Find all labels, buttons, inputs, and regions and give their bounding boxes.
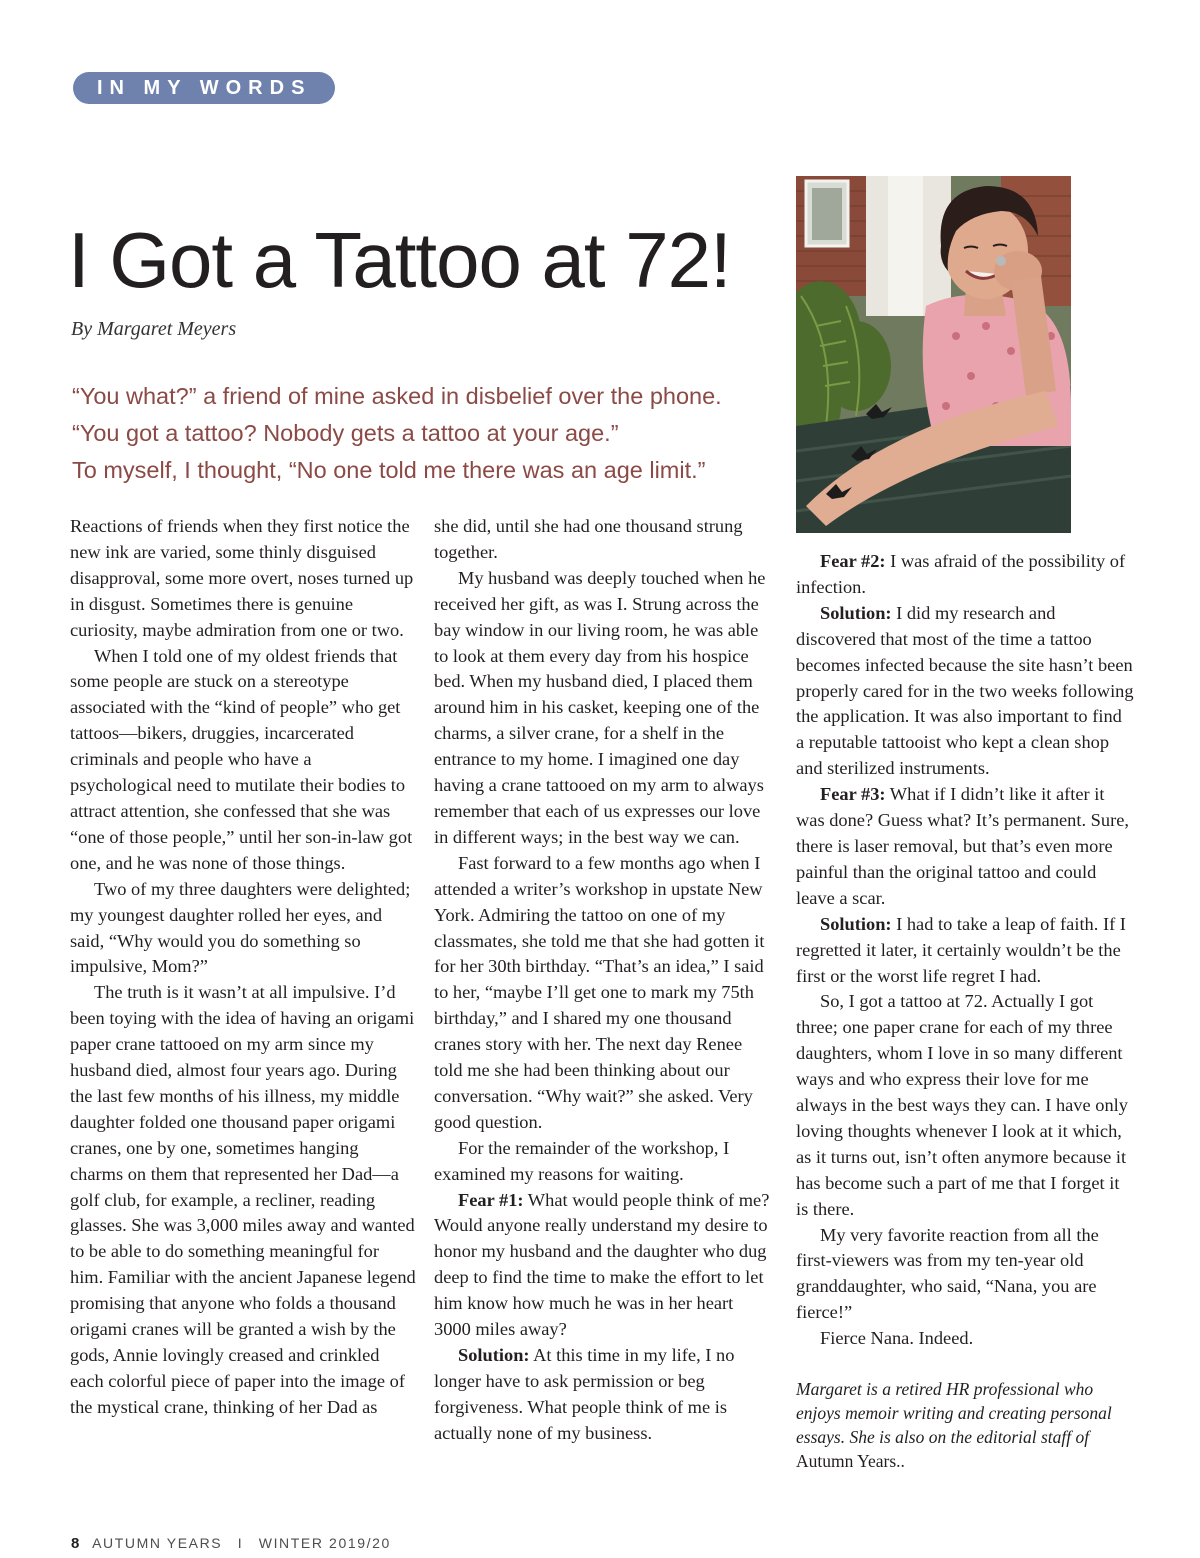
fear-label: Fear #2: xyxy=(820,551,886,571)
solution-label: Solution: xyxy=(458,1345,530,1365)
body-column-1 xyxy=(70,514,416,1421)
section-badge: IN MY WORDS xyxy=(73,72,335,104)
solution-label: Solution: xyxy=(820,913,892,934)
fear-text: What if I didn’t like it after it was done? Guess what? It’s permanent. Sure, there is laser removal, but that’s even more painful than the original tattoo and could leave a scar. xyxy=(796,784,1129,908)
publication-name: AUTUMN YEARS xyxy=(92,1535,223,1551)
paragraph xyxy=(796,782,1134,912)
body-column-3 xyxy=(796,549,1134,1352)
pull-quote-line: “You got a tattoo? Nobody gets a tattoo at your age.” xyxy=(72,420,619,446)
paragraph xyxy=(434,1343,774,1447)
paragraph: For the remainder of the workshop, I examined my reasons for waiting. xyxy=(434,1137,730,1184)
solution-text: I did my research and discovered that most of the time a tattoo becomes infected because the site hasn’t been properly cared for in the two weeks following the application. It was also important to find a reputable tattooist who kept a clean shop and sterilized instruments. xyxy=(796,602,1134,779)
byline: By Margaret Meyers xyxy=(71,318,237,340)
paragraph xyxy=(434,1188,774,1343)
fear-text: What would people think of me? Would anyone really understand my desire to honor my husband and the daughter who dug deep to find the time to make the effort to let him know how much he was in her heart 3000 miles away? xyxy=(434,1189,770,1340)
paragraph: So, I got a tattoo at 72. Actually I got three; one paper crane for each of my three daughters, whom I love in so many different ways and who express their love for me always in the best ways they can. I have only loving thoughts whenever I look at it which, as it turns out, isn’t often anymore because it has become such a part of me that I forget it is there. xyxy=(796,991,1128,1219)
body-column-2 xyxy=(434,514,774,1447)
pull-quote-line: “You what?” a friend of mine asked in disbelief over the phone. xyxy=(72,383,722,409)
paragraph: My very favorite reaction from all the first-viewers was from my ten-year old granddaughter, who said, “Nana, you are fierce!” xyxy=(796,1224,1099,1323)
paragraph: Fast forward to a few months ago when I attended a writer’s workshop in upstate New York. Admiring the tattoo on one of my classmates, she told me that she had gotten it for her 30th birthday. “That’s an idea,” I said to her, “maybe I’ll get one to mark my 75th birthday,” and I shared my one thousand cranes story with her. The next day Renee told me she had been thinking about our conversation. “Why wait?” she asked. Very good question. xyxy=(434,852,765,1132)
page-number: 8 xyxy=(71,1535,80,1552)
paragraph: When I told one of my oldest friends that some people are stuck on a stereotype associated with the “kind of people” who get tattoos—bikers, druggies, incarcerated criminals and people who have a psychological need to mutilate their bodies to attract attention, she confessed that she was “one of those people,” until her son-in-law got one, and he was none of those things. xyxy=(70,645,413,873)
paragraph: Reactions of friends when they first notice the new ink are varied, some thinly disguised disapproval, some more overt, noses turned up in disgust. Sometimes there is genuine curiosity, maybe admiration from one or two. xyxy=(70,516,414,640)
issue-date: WINTER 2019/20 xyxy=(258,1535,391,1551)
page-footer xyxy=(71,1535,391,1552)
paragraph: The truth is it wasn’t at all impulsive. I’d been toying with the idea of having an origami paper crane tattooed on my arm since my husband died, almost four years ago. During the last few months of his illness, my middle daughter folded one thousand paper origami cranes, one by one, sometimes hanging charms on them that represented her Dad—a golf club, for example, a recliner, reading glasses. She was 3,000 miles away and wanted to be able to do something meaningful for him. Familiar with the ancient Japanese legend promising that anyone who folds a thousand origami cranes will be granted a wish by the gods, Annie lovingly creased and crinkled each colorful piece of paper into the image of the mystical crane, thinking of her Dad as xyxy=(70,982,416,1417)
paragraph: Fierce Nana. Indeed. xyxy=(820,1328,974,1349)
pull-quote-line: To myself, I thought, “No one told me there was an age limit.” xyxy=(72,457,706,483)
article-title: I Got a Tattoo at 72! xyxy=(68,216,731,304)
paragraph: Two of my three daughters were delighted; my youngest daughter rolled her eyes, and said, “Why would you do something so impulsive, Mom?” xyxy=(70,878,411,977)
bio-publication: Autumn Years.. xyxy=(796,1451,905,1471)
paragraph xyxy=(796,912,1134,990)
author-bio xyxy=(796,1377,1136,1473)
paragraph: she did, until she had one thousand strung together. xyxy=(434,516,743,562)
bio-text: Margaret is a retired HR professional who enjoys memoir writing and creating personal essays. She is also on the editorial staff of xyxy=(796,1379,1112,1447)
solution-text: I had to take a leap of faith. If I regretted it later, it certainly wouldn’t be the first or the worst life regret I had. xyxy=(796,913,1126,986)
fear-label: Fear #1: xyxy=(458,1189,524,1210)
fear-text: I was afraid of the possibility of infection. xyxy=(796,551,1126,597)
paragraph: My husband was deeply touched when he received her gift, as was I. Strung across the bay window in our living room, he was able to look at them every day from his hospice bed. When my husband died, I placed them around him in his casket, keeping one of the charms, a silver crane, for a shelf in the entrance to my home. I imagined one day having a crane tattooed on my arm to always remember that each of us expresses our love in different ways; in the best way we can. xyxy=(434,567,766,847)
paragraph xyxy=(796,601,1134,782)
pull-quote xyxy=(72,378,792,489)
solution-label: Solution: xyxy=(820,602,892,623)
author-photo xyxy=(796,176,1071,533)
paragraph xyxy=(796,549,1134,601)
solution-text: At this time in my life, I no longer have to ask permission or beg forgiveness. What people think of me is actually none of my business. xyxy=(434,1345,735,1443)
footer-separator: I xyxy=(237,1535,244,1551)
fear-label: Fear #3: xyxy=(820,784,886,805)
